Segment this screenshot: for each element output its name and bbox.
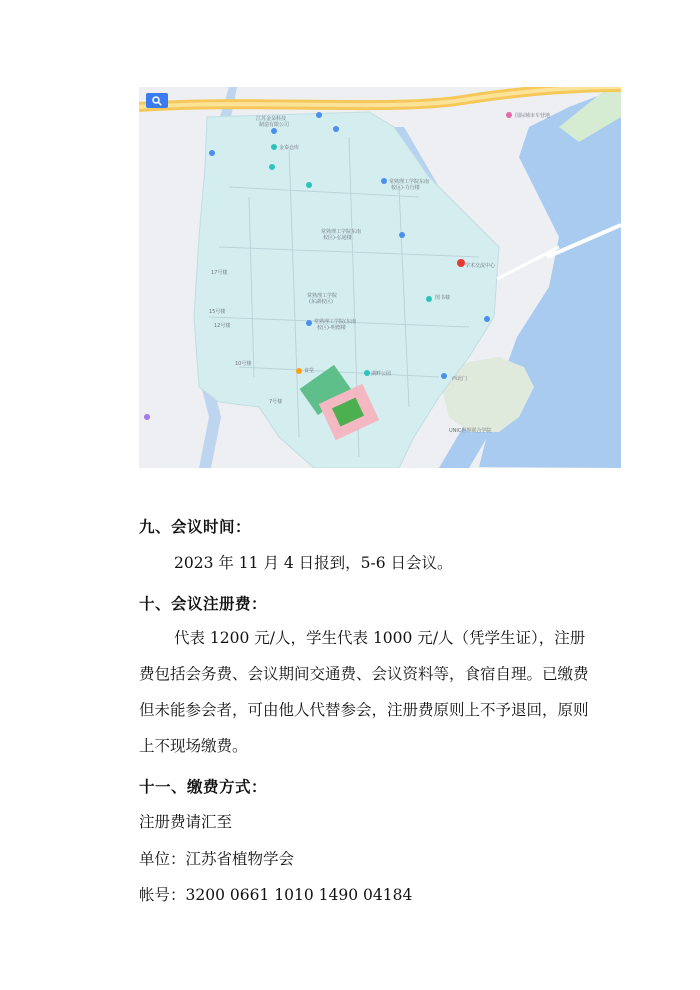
- search-icon: [152, 96, 162, 106]
- meeting-time-text: 2023 年 11 月 4 日报到，5-6 日会议。: [174, 554, 453, 572]
- svg-text:7号楼: 7号楼: [269, 399, 283, 405]
- meeting-time-heading: 九、会议时间：: [139, 518, 252, 536]
- svg-text:金泰仓库: 金泰仓库: [279, 145, 300, 151]
- svg-text:校区)-弘通楼: 校区)-弘通楼: [323, 235, 352, 241]
- bridge: [497, 247, 559, 279]
- svg-text:国际城市车营地: 国际城市车营地: [515, 113, 551, 119]
- svg-text:学术交流中心: 学术交流中心: [465, 263, 496, 269]
- svg-text:图书楼: 图书楼: [435, 295, 451, 301]
- registration-fee-line-2: 费包括会务费、会议期间交通费、会议资料等，食宿自理。已缴费: [139, 665, 589, 683]
- payment-line-3: 帐号：3200 0661 1010 1490 04184: [139, 886, 413, 904]
- svg-text:常熟理工学院: 常熟理工学院: [307, 293, 338, 299]
- svg-text:常熟理工学院(东南: 常熟理工学院(东南: [314, 319, 356, 325]
- svg-text:校区)-明德楼: 校区)-明德楼: [317, 325, 346, 331]
- svg-text:(东湖校区): (东湖校区): [309, 299, 333, 305]
- svg-text:常熟理工学院东南: 常熟理工学院东南: [321, 229, 362, 235]
- svg-text:17号楼: 17号楼: [211, 270, 228, 276]
- registration-fee-line-1: 代表 1200 元/人，学生代表 1000 元/人（凭学生证），注册: [174, 629, 586, 647]
- svg-text:制造有限公司: 制造有限公司: [259, 122, 290, 128]
- payment-line-2: 单位：江苏省植物学会: [139, 850, 295, 868]
- svg-text:西北门: 西北门: [452, 376, 468, 382]
- svg-text:校区)-力行楼: 校区)-力行楼: [391, 185, 420, 191]
- registration-fee-line-4: 上不现场缴费。: [139, 737, 248, 755]
- map-label-company: 江苏金朵科技: [256, 116, 287, 122]
- svg-text:常熟理工学院东南: 常熟理工学院东南: [389, 179, 430, 185]
- svg-text:湖畔公园: 湖畔公园: [371, 371, 392, 377]
- svg-text:UNIC世界联合学院: UNIC世界联合学院: [449, 428, 492, 434]
- registration-fee-line-3: 但未能参会者，可由他人代替参会，注册费原则上不予退回，原则: [139, 701, 589, 719]
- svg-text:15号楼: 15号楼: [209, 309, 226, 315]
- svg-text:食堂: 食堂: [304, 368, 315, 374]
- campus-map[interactable]: [139, 87, 621, 468]
- payment-heading: 十一、缴费方式：: [139, 778, 268, 796]
- registration-fee-heading: 十、会议注册费：: [139, 595, 268, 613]
- map-search-button[interactable]: [146, 93, 168, 108]
- payment-line-1: 注册费请汇至: [139, 813, 233, 831]
- svg-text:12号楼: 12号楼: [214, 323, 231, 329]
- svg-text:10号楼: 10号楼: [235, 361, 252, 367]
- map-canvas: [139, 87, 621, 468]
